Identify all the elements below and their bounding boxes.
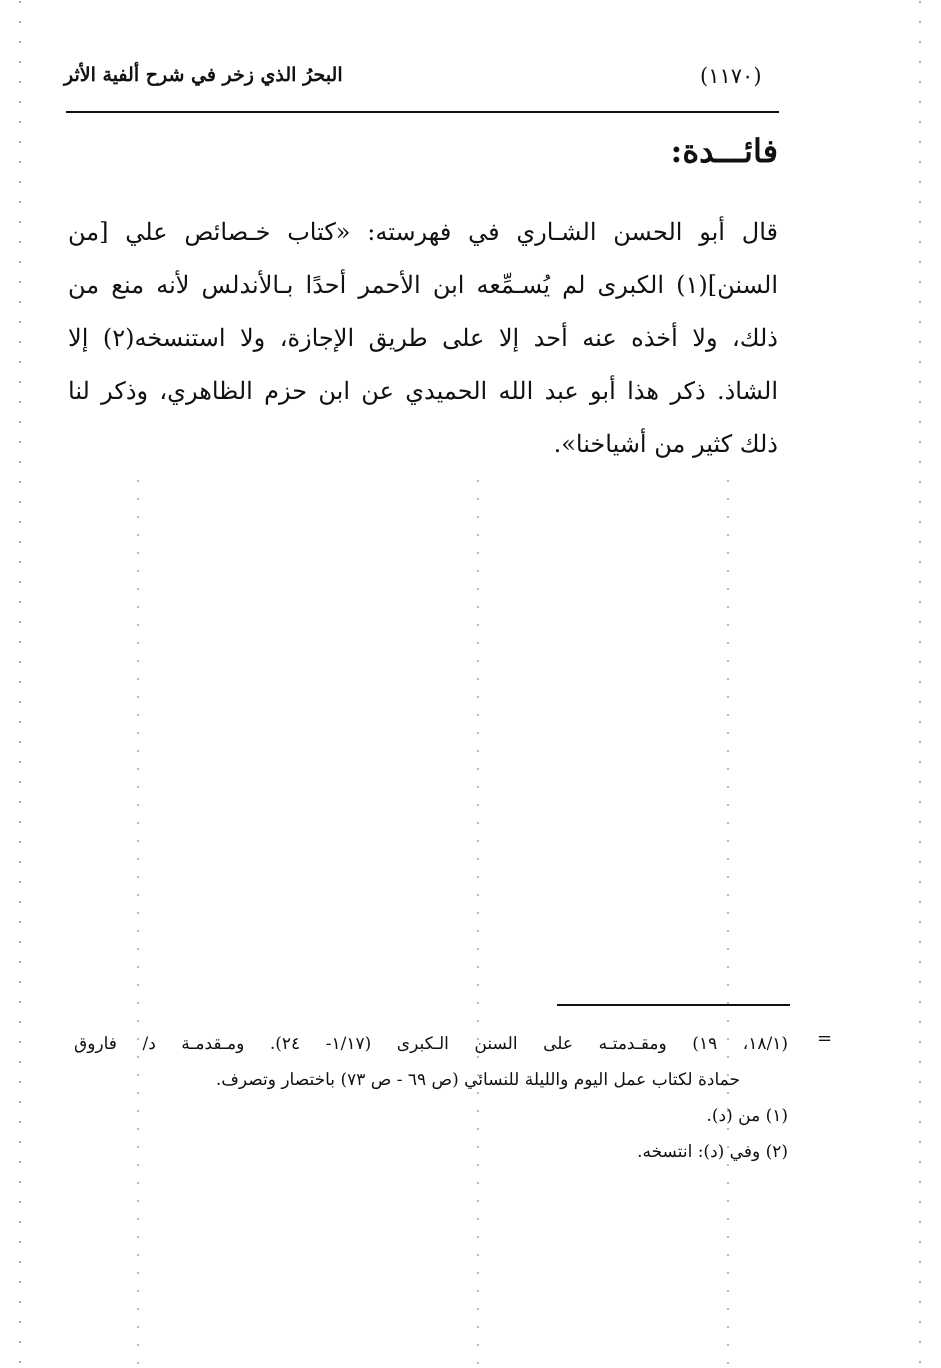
body-paragraph [68, 206, 778, 471]
body-line: قال أبو الحسن الشـاري في فهرسته: «كتاب خـصائص علي [من [68, 218, 778, 246]
running-title: البحرُ الذي زخر في شرح ألفية الأثر [64, 64, 343, 86]
footnote-line: (١٨/١، ١٩) ومقـدمتـه على السنن الـكبرى (١/١٧- ٢٤). ومـقدمـة د/ فاروق [74, 1034, 788, 1054]
body-line: السنن](١) الكبرى لم يُسـمِّعه ابن الأحمر أحدًا بـالأندلس لأنه منع من [68, 271, 778, 299]
footnotes [74, 1026, 788, 1170]
section-heading: فائـــدة: [670, 132, 778, 170]
footnote-rule [557, 1004, 790, 1006]
body-line: ذلك كثير من أشياخنا». [553, 430, 778, 458]
footnote-continuation-mark: = [817, 1028, 833, 1049]
footnote-line: حمادة لكتاب عمل اليوم والليلة للنسائي (ص ٦٩ - ص ٧٣) باختصار وتصرف. [215, 1070, 740, 1090]
header-rule [66, 111, 779, 113]
body-line: الشاذ. ذكر هذا أبو عبد الله الحميدي عن ابن حزم الظاهري، وذكر لنا [68, 377, 778, 405]
footnote-line: (١) من (د). [706, 1106, 788, 1126]
body-line: ذلك، ولا أخذه عنه أحد إلا على طريق الإجازة، ولا استنسخه(٢) إلا [68, 324, 778, 352]
footnote-line: (٢) وفي (د): انتسخه. [637, 1142, 788, 1162]
page-number: (١١٧٠) [700, 64, 762, 88]
